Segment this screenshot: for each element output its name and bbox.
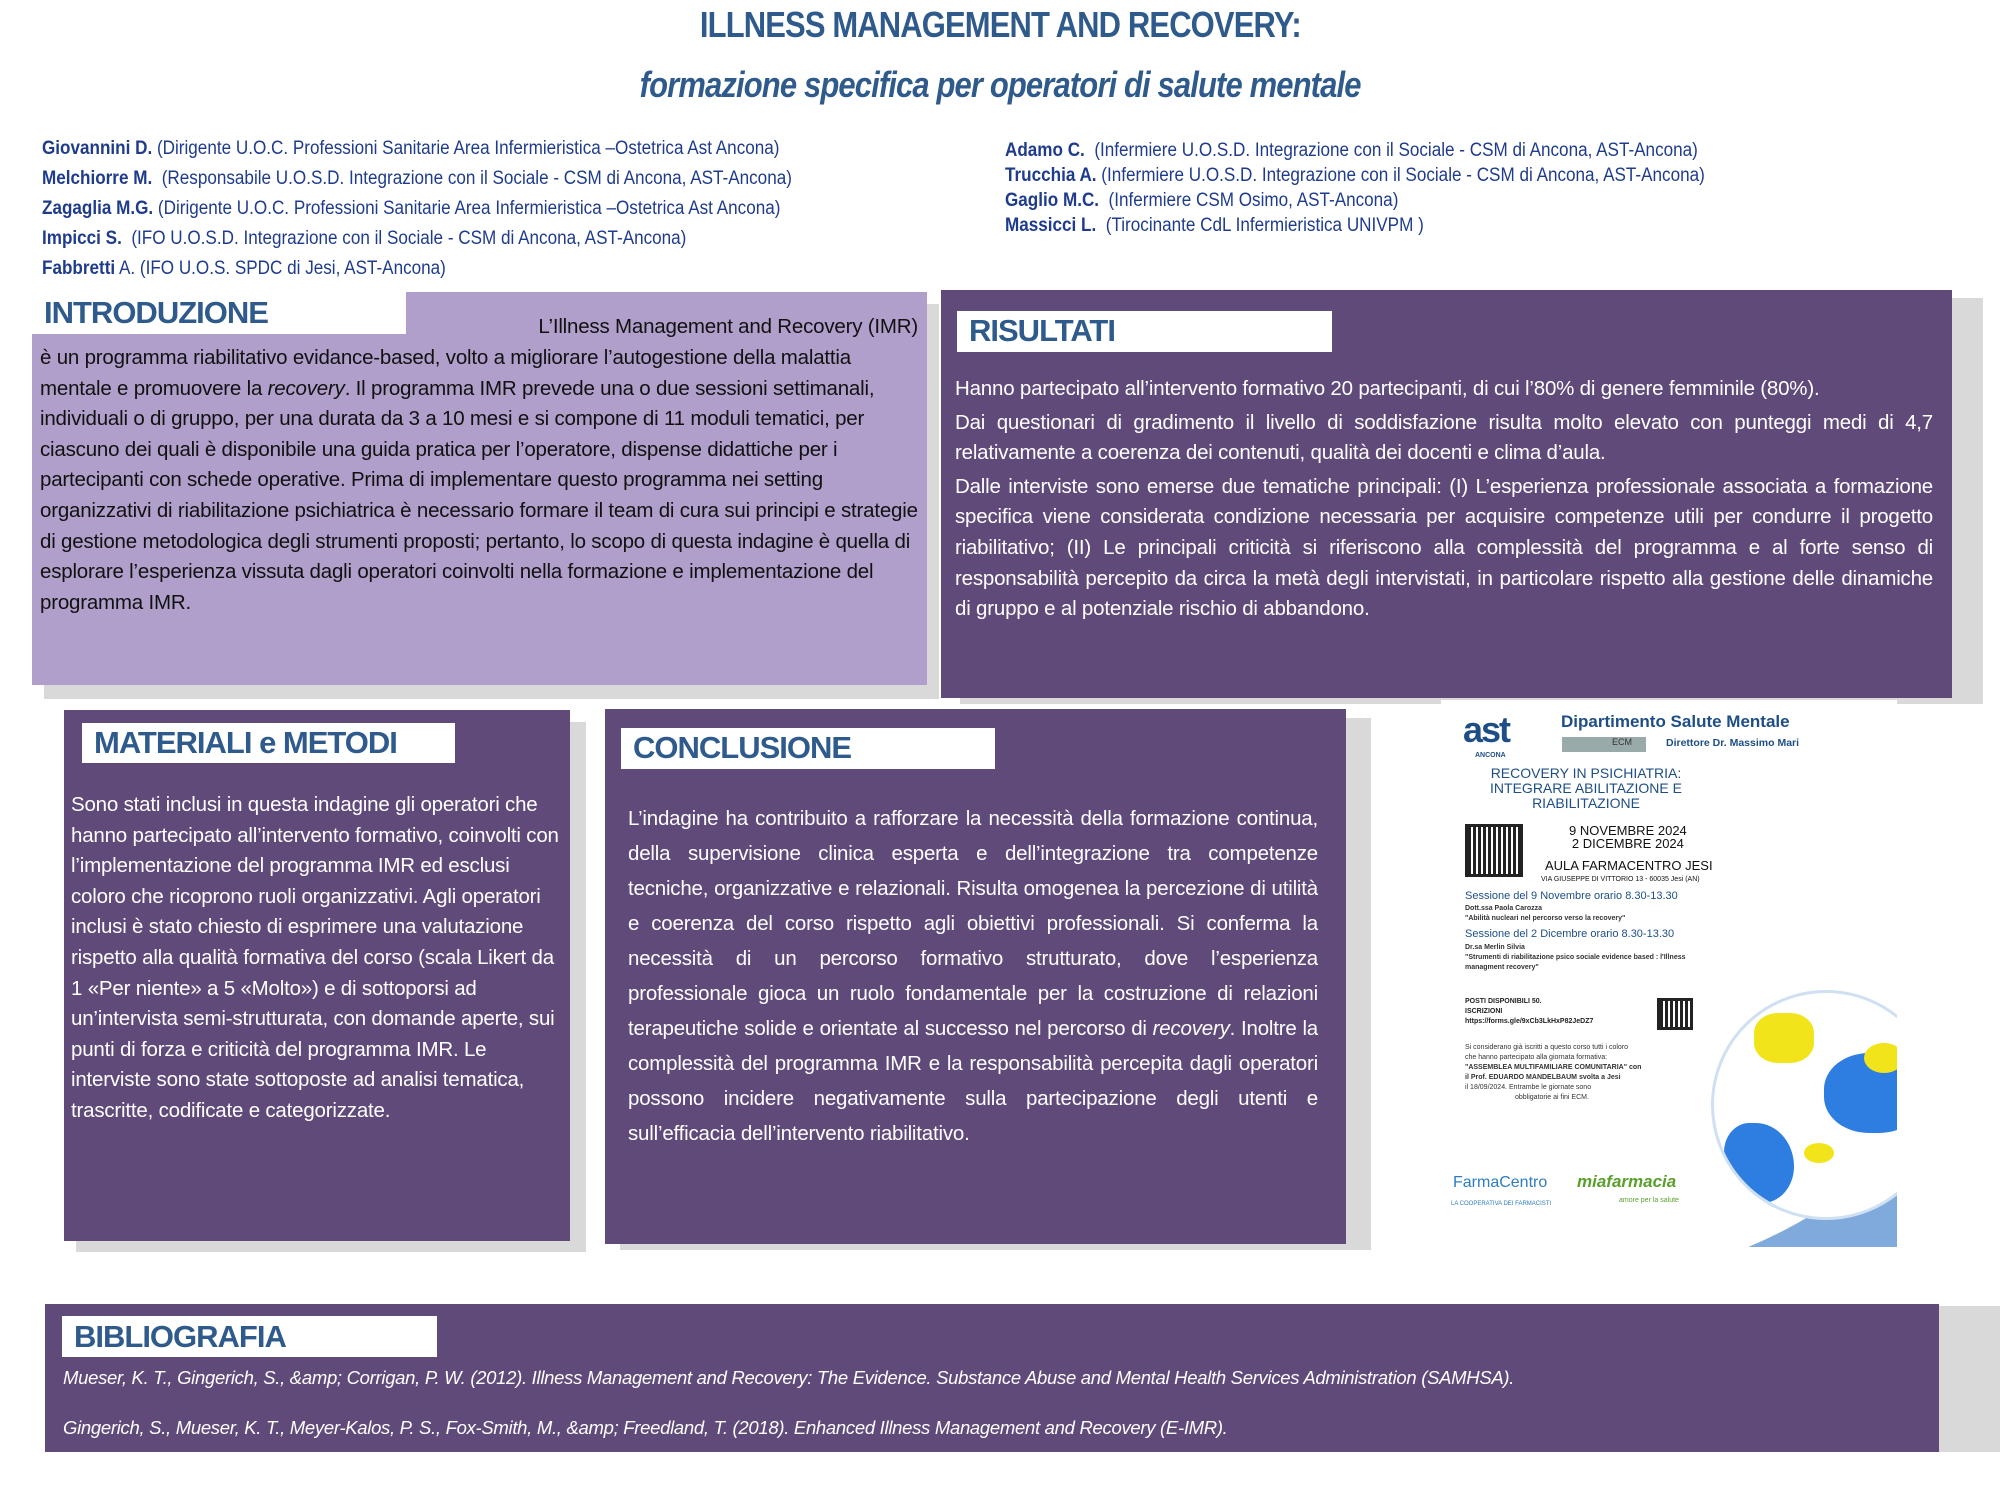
course-title-line: RECOVERY IN PSICHIATRIA:: [1490, 765, 1682, 781]
note-line: "ASSEMBLEA MULTIFAMILIARE COMUNITARIA" con: [1465, 1064, 1642, 1071]
methods-text: Sono stati inclusi in questa indagine gli operatori che hanno partecipato all’intervento formativo, coinvolti con l’implementazione del programma IMR ed esclusi coloro che ricoprono ruoli organizzativi. Agli operatori inclusi è stato chiesto di esprimere una valutazione rispetto alla qualità formativa del corso (scala Likert da 1 «Per niente» a 5 «Molto») e di sottoporsi ad un’intervista semi-strutturata, con domande aperte, sui punti di forza e criticità del programma IMR. Le interviste sono state sottoposte ad analisi tematica, trascritte, codificate e categorizzate.: [71, 793, 559, 1122]
note-line: il 18/09/2024. Entrambe le giornate sono: [1465, 1084, 1592, 1091]
author: Massicci L. (Tirocinante CdL Infermieristica UNIVPM ): [1005, 215, 1424, 236]
intro-section: [32, 292, 927, 685]
flyer-registration-link[interactable]: https://forms.gle/9xCb3LkHxP82JeDZ7: [1465, 1018, 1594, 1025]
session2-speaker: Dr.sa Merlin Silvia: [1465, 944, 1525, 951]
author: Gaglio M.C. (Infermiere CSM Osimo, AST-Ancona): [1005, 190, 1399, 211]
methods-section: [64, 710, 570, 1241]
note-line: il Prof. EDUARDO MANDELBAUM svolta a Jesi: [1465, 1074, 1621, 1081]
results-section: [941, 290, 1952, 698]
intro-heading: INTRODUZIONE: [32, 292, 406, 334]
intro-text: [40, 343, 920, 618]
methods-heading: MATERIALI e METODI: [82, 723, 455, 763]
ecm-logo: ECM: [1562, 737, 1646, 752]
qr-code: [1465, 824, 1523, 877]
poster-subtitle: formazione specifica per operatori di salute mentale: [639, 64, 1361, 105]
miafarmacia-sub: amore per la salute: [1619, 1197, 1679, 1204]
conclusion-text-part: L’indagine ha contribuito a rafforzare la necessità della formazione continua, della supervisione clinica esperta e dell’integrazione tra competenze tecniche, organizzative e relazionali. Risulta omogenea la percezione di utilità e coerenza del corso rispetto agli obiettivi professionali. Si conferma la necessità di un percorso formativo strutturato, dove l’esperienza professionale gioca un ruolo fondamentale per la costruzione di relazioni terapeutiche solide e orientate al successo nel percorso di: [628, 807, 1318, 1040]
results-p3: Dalle interviste sono emerse due tematiche principali: (I) L’esperienza professionale associata a formazione specifica viene considerata condizione necessaria per acquisire competenze utili per condurre il progetto riabilitativo; (II) Le principali criticità si riferiscono alla complessità del programma e al forte senso di responsabilità percepito da circa la metà degli intervistati, in particolare rispetto alla gestione delle dinamiche di gruppo e al potenziale rischio di abbandono.: [955, 474, 1933, 621]
author: Adamo C. (Infermiere U.O.S.D. Integrazione con il Sociale - CSM di Ancona, AST-Ancona): [1005, 140, 1698, 161]
note-line: che hanno partecipato alla giornata formativa:: [1465, 1054, 1608, 1061]
miafarmacia-logo: miafarmacia: [1577, 1172, 1677, 1191]
flyer-course-title: [1441, 766, 1731, 811]
farmacentro-logo: FarmaCentro: [1453, 1174, 1548, 1191]
session2-talk: "Strumenti di riabilitazione psico sociale evidence based : l'Illness: [1465, 954, 1686, 961]
ast-logo-sub: ANCONA: [1475, 752, 1506, 759]
qr-code-small: [1657, 998, 1693, 1030]
author: Zagaglia M.G. (Dirigente U.O.C. Professioni Sanitarie Area Infermieristica –Ostetrica Ast Ancona): [42, 198, 781, 219]
flyer-seats: POSTI DISPONIBILI 50.: [1465, 998, 1542, 1005]
session2-talk: managment recovery": [1465, 964, 1539, 971]
flyer-department: Dipartimento Salute Mentale: [1561, 712, 1790, 731]
results-heading: RISULTATI: [957, 311, 1332, 352]
results-text: [955, 374, 1933, 625]
results-p1: Hanno partecipato all’intervento formativo 20 partecipanti, di cui l’80% di genere femminile (80%).: [955, 377, 1820, 400]
results-p2: Dai questionari di gradimento il livello di soddisfazione risulta molto elevato con punteggi medi di 4,7 relativamente a coerenza dei contenuti, qualità dei docenti e clima d’aula.: [955, 410, 1933, 465]
flyer-note: [1465, 1043, 1641, 1103]
poster-title: ILLNESS MANAGEMENT AND RECOVERY:: [699, 4, 1301, 45]
bibliography-item: Gingerich, S., Mueser, K. T., Meyer-Kalos, P. S., Fox-Smith, M., &amp; Freedland, T. (2018). Enhanced Illness Management and Recovery (E-IMR).: [63, 1417, 1228, 1438]
sponsor-logos: [1449, 1168, 1701, 1213]
author: Melchiorre M. (Responsabile U.O.S.D. Integrazione con il Sociale - CSM di Ancona, AST-Ancona): [42, 168, 792, 189]
intro-first-line: L’Illness Management and Recovery (IMR): [538, 315, 918, 338]
flyer-director: Direttore Dr. Massimo Mari: [1666, 737, 1800, 749]
course-title-line: INTEGRARE ABILITAZIONE E: [1490, 780, 1682, 796]
author: Giovannini D. (Dirigente U.O.C. Professioni Sanitarie Area Infermieristica –Ostetrica Ast Ancona): [42, 138, 780, 159]
author: Trucchia A. (Infermiere U.O.S.D. Integrazione con il Sociale - CSM di Ancona, AST-Ancona): [1005, 165, 1705, 186]
flyer-date: 2 DICEMBRE 2024: [1571, 836, 1684, 851]
course-flyer: [1441, 700, 1897, 1247]
flyer-venue: AULA FARMACENTRO JESI: [1545, 858, 1713, 873]
intro-text-italic: recovery: [267, 376, 345, 400]
bibliography-section: [45, 1304, 1939, 1452]
conclusion-text-part: . Inoltre la complessità del programma IMR e la responsabilità percepita dagli operatori possono incidere negativamente sulla partecipazione degli utenti e sull’efficacia dell’intervento riabilitativo.: [628, 1017, 1318, 1145]
flyer-date: 9 NOVEMBRE 2024: [1569, 823, 1687, 838]
flyer-dates: [1569, 824, 1687, 850]
author: Impicci S. (IFO U.O.S.D. Integrazione con il Sociale - CSM di Ancona, AST-Ancona): [42, 228, 687, 249]
ast-logo: ast: [1463, 709, 1510, 750]
flyer-patronage: Con il patrocinio gratuito di:: [1453, 1148, 1561, 1157]
conclusion-heading: CONCLUSIONE: [621, 728, 995, 769]
bibliography-item: Mueser, K. T., Gingerich, S., &amp; Corrigan, P. W. (2012). Illness Management and Recovery: The Evidence. Substance Abuse and Mental Health Services Administration (SAMHSA).: [63, 1367, 1515, 1388]
intro-text-part: . Il programma IMR prevede una o due sessioni settimanali, individuali o di gruppo, per una durata da 3 a 10 mesi e si compone di 11 moduli tematici, per ciascuno dei quali è disponibile una guida pratica per l’operatore, dispense didattiche per i partecipanti con schede operative. Prima di implementare questo programma nei setting organizzativi di riabilitazione psichiatrica è necessario formare il team di cura sui principi e strategie di gestione metodologica degli strumenti proposti; pertanto, lo scopo di questa indagine è quella di esplorare l’esperienza vissuta dagli operatori coinvolti nella formazione e implementazione del programma IMR.: [40, 376, 918, 614]
author: Fabbretti A. (IFO U.O.S. SPDC di Jesi, AST-Ancona): [42, 258, 446, 279]
flyer-registration-label: ISCRIZIONI: [1465, 1008, 1503, 1015]
session1-speaker: Dott.ssa Paola Carozza: [1465, 905, 1543, 912]
farmacentro-sub: LA COOPERATIVA DEI FARMACISTI: [1451, 1201, 1552, 1207]
bibliography-heading: BIBLIOGRAFIA: [62, 1316, 437, 1357]
intro-text-part: è un programma riabilitativo evidance-based, volto a migliorare l’autogestione della malattia mentale e promuovere la: [40, 346, 851, 400]
course-title-line: RIABILITAZIONE: [1532, 795, 1640, 811]
conclusion-text-italic: recovery: [1152, 1017, 1230, 1040]
flyer-registration: [1465, 997, 1593, 1027]
flyer-session1: Sessione del 9 Novembre orario 8.30-13.30: [1465, 890, 1678, 902]
note-line: Si considerano già iscritti a questo corso tutti i coloro: [1465, 1044, 1629, 1051]
conclusion-text: [628, 801, 1318, 1151]
note-line: obbligatorie ai fini ECM.: [1515, 1094, 1589, 1101]
flyer-address: VIA GIUSEPPE DI VITTORIO 13 - 60035 Jesi (AN): [1541, 876, 1700, 883]
session1-talk: "Abilità nucleari nel percorso verso la recovery": [1465, 915, 1626, 922]
flyer-session2: Sessione del 2 Dicembre orario 8.30-13.30: [1465, 928, 1675, 940]
conclusion-section: [605, 709, 1346, 1244]
